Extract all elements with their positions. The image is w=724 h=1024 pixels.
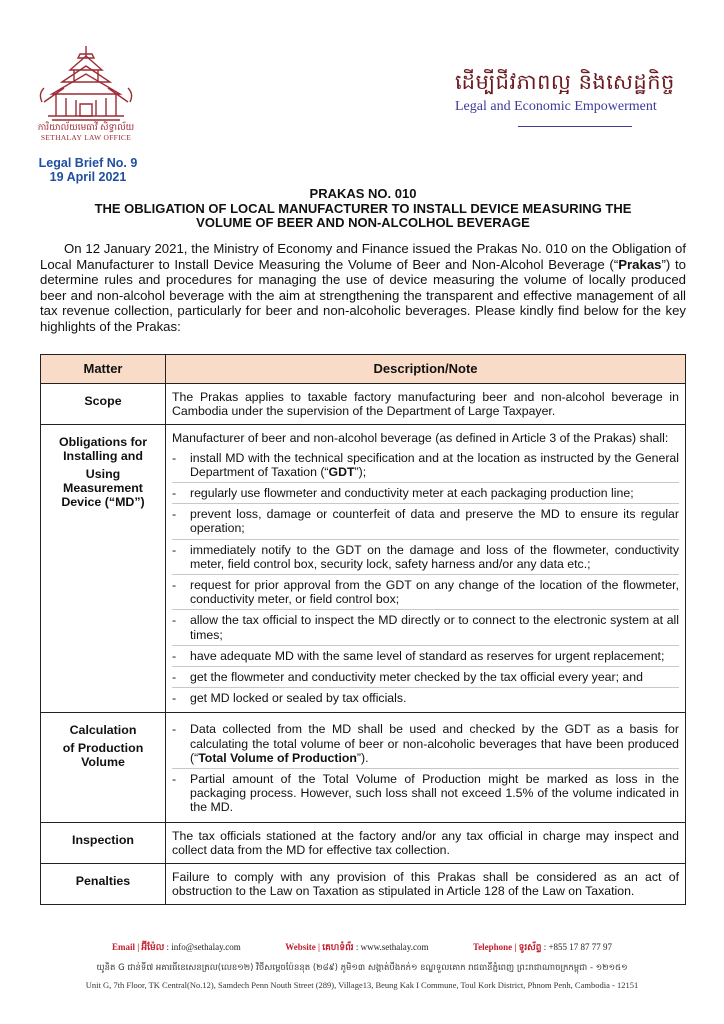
matter-inspection: Inspection [41, 822, 166, 863]
footer-address-en: Unit G, 7th Floor, TK Central(No.12), Samdech Penn Nouth Street (289), Village13, Beung Kak I Commune, Toul Kork District, Phnom Penh, Cambodia - 12151 [85, 980, 639, 990]
item-text: get MD locked or sealed by tax officials. [190, 691, 407, 706]
list-item [172, 448, 679, 482]
list-item [172, 666, 679, 687]
list-item [172, 768, 679, 818]
item-text: have adequate MD with the same level of standard as reserves for urgent replacement; [190, 648, 665, 663]
phone-label: Telephone | ទូរស័ព្ទ [472, 942, 542, 952]
item-text-part: install MD with the technical specification and at the location as instructed by the General Department of Taxation (“ [190, 450, 679, 479]
intro-bold-term: Prakas [618, 256, 662, 272]
item-text: regularly use flowmeter and conductivity meter at each packaging production line; [190, 486, 634, 501]
matter-line: Device (“MD”) [61, 495, 145, 510]
legal-brief-info [36, 156, 140, 184]
dash-bullet: - [172, 772, 177, 787]
matter-line: Volume [81, 755, 125, 770]
dash-bullet: - [172, 542, 177, 557]
matter-line: Using [85, 467, 121, 482]
table-row-scope [41, 384, 686, 425]
brief-number: Legal Brief No. 9 [38, 156, 138, 170]
item-text-part: ”). [356, 750, 369, 765]
desc-scope [166, 384, 686, 425]
matter-line: of Production [62, 741, 144, 756]
item-text: request for prior approval from the GDT on any change of the location of the flowmeter, conductivity meter, or field control box; [190, 578, 679, 607]
matter-scope: Scope [41, 384, 166, 425]
matter-obligations [41, 425, 166, 713]
desc-calculation [166, 713, 686, 822]
item-text-part: Data collected from the MD shall be used and checked by the GDT as a basis for calculating the total volume of beer or non-alcoholic beverages that have been produced (“ [190, 722, 679, 765]
list-item [172, 609, 679, 644]
list-item [172, 482, 679, 503]
item-bold-term: Total Volume of Production [198, 750, 357, 765]
matter-line: Measurement [63, 481, 143, 496]
dash-bullet: - [172, 691, 177, 706]
item-text: get the flowmeter and conductivity meter checked by the tax official every year; and [190, 670, 643, 685]
dash-bullet: - [172, 670, 177, 685]
table-header-row [41, 355, 686, 384]
footer-address-km: យូនិត G ជាន់ទី៧ អគារធីខេសេនត្រល(លេខ១២) វិថីសម្តេចប៉ែននុត (២៨៩) ភូមិ១៣ សង្កាត់បឹងកក់១ ខណ្ឌទួលគោក រាជធានីភ្នំពេញ ព្រះរាជាណាចក្រកម្ពុជា - ១២១៥១ [96, 963, 628, 973]
table-row-calculation [41, 713, 686, 822]
table-row-obligations [41, 425, 686, 713]
tagline-underline [518, 126, 632, 127]
dash-bullet: - [172, 613, 177, 628]
phone-number: : +855 17 87 77 97 [543, 942, 613, 952]
title-line-1: PRAKAS NO. 010 [309, 186, 417, 201]
item-bold-term: GDT [328, 464, 355, 479]
item-text-part: ”); [354, 464, 367, 479]
dash-bullet: - [172, 722, 177, 737]
item-text [190, 451, 679, 479]
email-label: Email | អ៊ីម៉ែល [111, 942, 165, 952]
table-row-penalties [41, 864, 686, 905]
footer-contact [0, 942, 724, 955]
logo-text-km: ការិយាល័យមេធាវី សិទ្ធាល័យ [37, 122, 135, 132]
matter-penalties: Penalties [41, 864, 166, 905]
scope-text: The Prakas applies to taxable factory manufacturing beer and non-alcohol beverage in Cambodia under the supervision of the Department of Large Taxpayer. [172, 390, 679, 419]
website-link[interactable]: : www.sethalay.com [355, 942, 429, 952]
logo-text-en: SETHALAY LAW OFFICE [40, 133, 132, 142]
header-matter: Matter [41, 355, 166, 384]
list-item [172, 645, 679, 666]
list-item [172, 687, 679, 708]
brief-date: 19 April 2021 [49, 170, 127, 184]
item-text: prevent loss, damage or counterfeit of data and preserve the MD to ensure its regular operation; [190, 507, 679, 536]
dash-bullet: - [172, 648, 177, 663]
document-title [40, 187, 686, 231]
matter-line: Calculation [69, 723, 137, 738]
email-link[interactable]: : info@sethalay.com [166, 942, 241, 952]
list-item [172, 574, 679, 609]
intro-text-1: On 12 January 2021, the Ministry of Economy and Finance issued the Prakas No. 010 on the Obligation of Local Manufacturer to Install Device Measuring the Volume of Beer and Non-Alcohol Beverage (“ [40, 241, 686, 272]
website-label: Website | គេហទំព័រ [285, 942, 354, 952]
matter-line: Obligations for [58, 435, 148, 450]
dash-bullet: - [172, 450, 177, 465]
intro-text-2: ”) to determine rules and procedures for managing the use of device measuring the volume of locally produced beer and non-alcohol beverage with the aim at strengthening the transparent and effective management of all tax revenue collection, particularly for beer and non-alcoholic beverages. Please kindly find below for the key highlights of the Prakas: [40, 256, 686, 334]
highlights-table [40, 354, 686, 905]
dash-bullet: - [172, 486, 177, 501]
tagline-km: ដើម្បីជីវភាពល្អ និងសេដ្ឋកិច្ច [455, 70, 675, 94]
logo-caption [26, 122, 146, 143]
header-description: Description/Note [166, 355, 686, 384]
dash-bullet: - [172, 578, 177, 593]
list-item [172, 719, 679, 768]
table-row-inspection [41, 822, 686, 863]
penalties-text: Failure to comply with any provision of this Prakas shall be considered as an act of obstruction to the Law on Taxation as stipulated in Article 128 of the Law on Taxation. [172, 870, 679, 899]
item-text: immediately notify to the GDT on the damage and loss of the flowmeter, conductivity meter, field control box, security lock, safety harness and/or any data etc.; [190, 542, 679, 571]
title-line-2: THE OBLIGATION OF LOCAL MANUFACTURER TO INSTALL DEVICE MEASURING THE [94, 200, 632, 216]
obligations-intro: Manufacturer of beer and non-alcohol beverage (as defined in Article 3 of the Prakas) shall: [172, 431, 669, 446]
list-item [172, 503, 679, 538]
inspection-text: The tax officials stationed at the factory and/or any tax official in charge may inspect and collect data from the MD for effective tax collection. [172, 828, 679, 857]
tagline-en: Legal and Economic Empowerment [455, 99, 657, 114]
item-text: allow the tax official to inspect the MD directly or to connect to the electronic system at all times; [190, 613, 679, 642]
list-item [172, 539, 679, 574]
dash-bullet: - [172, 507, 177, 522]
desc-penalties [166, 864, 686, 905]
desc-inspection [166, 822, 686, 863]
matter-calculation [41, 713, 166, 822]
title-line-3: VOLUME OF BEER AND NON-ALCOLHOL BEVERAGE [196, 215, 530, 230]
intro-paragraph [40, 241, 686, 335]
matter-line: Installing and [63, 449, 143, 464]
item-text: Partial amount of the Total Volume of Production might be marked as loss in the packaging process. However, such loss shall not exceed 1.5% of the volume indicated in the MD. [190, 772, 679, 815]
desc-obligations [166, 425, 686, 713]
item-text [190, 722, 679, 765]
